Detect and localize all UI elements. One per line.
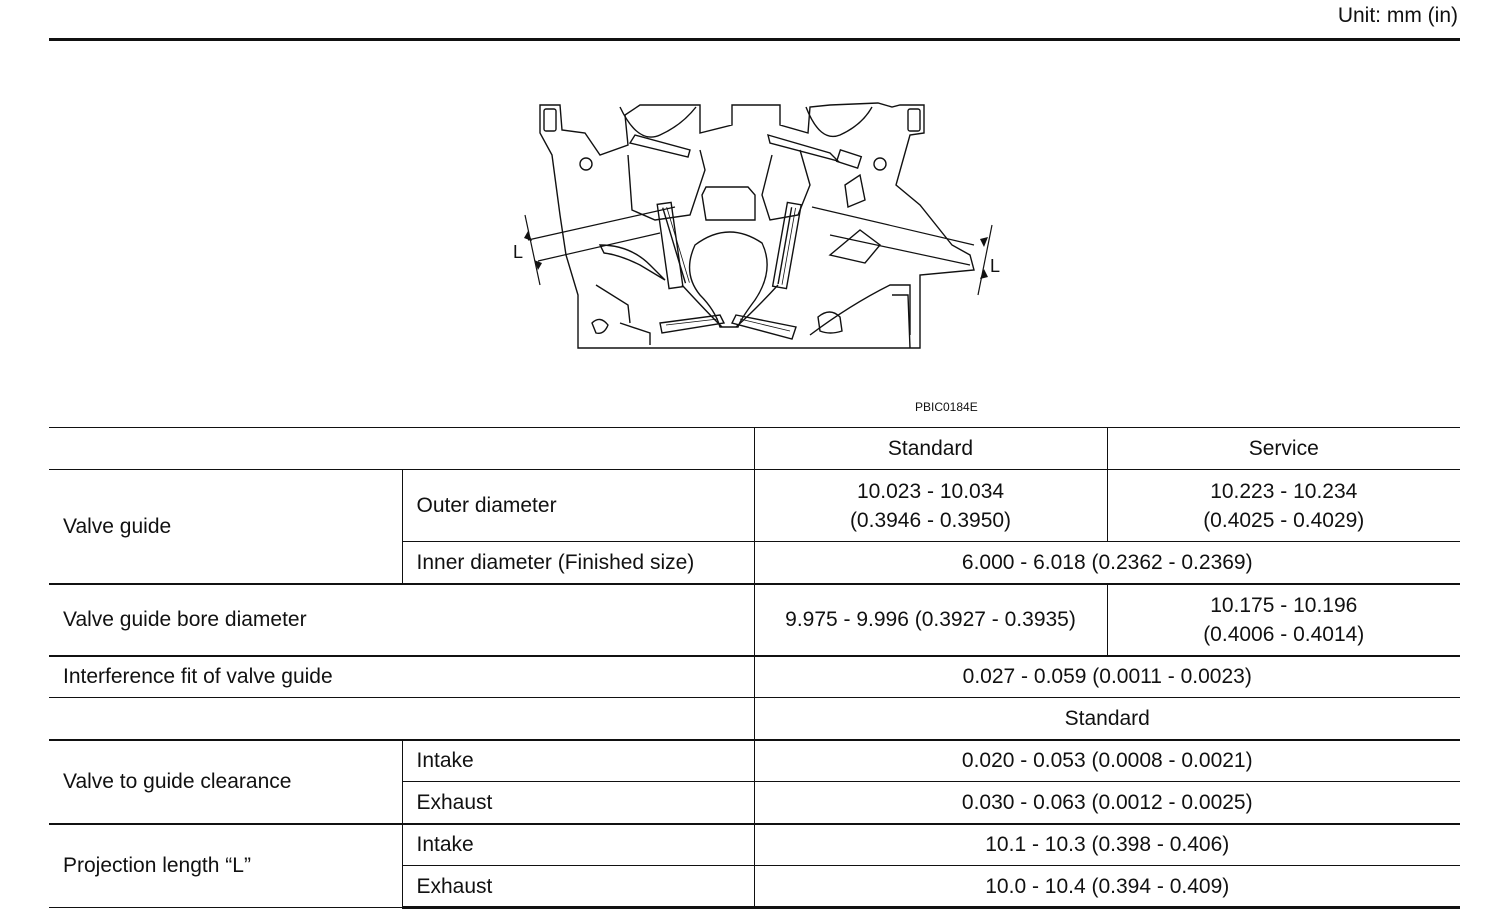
projection-intake-value: 10.1 - 10.3 (0.398 - 0.406) [754, 824, 1460, 866]
top-rule [49, 38, 1460, 41]
table-subheader-row [49, 698, 1460, 740]
projection-label: Projection length “L” [49, 824, 402, 908]
interference-fit-value: 0.027 - 0.059 (0.0011 - 0.0023) [754, 656, 1460, 698]
projection-exhaust-label: Exhaust [402, 866, 754, 908]
cylinder-head-figure [500, 95, 1020, 360]
table-row [49, 740, 1460, 782]
clearance-label: Valve to guide clearance [49, 740, 402, 824]
callout-right-label: L [990, 256, 1001, 276]
clearance-exhaust-value: 0.030 - 0.063 (0.0012 - 0.0025) [754, 782, 1460, 824]
callout-left-label: L [513, 242, 524, 262]
projection-intake-label: Intake [402, 824, 754, 866]
outer-service-mm: 10.223 - 10.234 [1210, 479, 1358, 503]
clearance-intake-label: Intake [402, 740, 754, 782]
unit-label: Unit: mm (in) [1337, 4, 1458, 27]
bore-diameter-standard: 9.975 - 9.996 (0.3927 - 0.3935) [754, 584, 1107, 656]
bore-service-in: (0.4006 - 0.4014) [1203, 622, 1365, 646]
clearance-intake-value: 0.020 - 0.053 (0.0008 - 0.0021) [754, 740, 1460, 782]
bore-diameter-service [1107, 584, 1460, 656]
header-standard: Standard [754, 428, 1107, 470]
outer-diameter-service [1107, 470, 1460, 542]
valve-guide-label: Valve guide [49, 470, 402, 584]
table-header-row [49, 428, 1460, 470]
outer-diameter-label: Outer diameter [402, 470, 754, 542]
bore-diameter-label: Valve guide bore diameter [49, 584, 754, 656]
projection-exhaust-value: 10.0 - 10.4 (0.394 - 0.409) [754, 866, 1460, 908]
clearance-exhaust-label: Exhaust [402, 782, 754, 824]
outer-diameter-standard [754, 470, 1107, 542]
table-row [49, 656, 1460, 698]
figure-code: PBIC0184E [915, 400, 978, 414]
subheader-standard: Standard [754, 698, 1460, 740]
header-blank-cell [49, 428, 754, 470]
header-service: Service [1107, 428, 1460, 470]
outer-service-in: (0.4025 - 0.4029) [1203, 508, 1365, 532]
table-row [49, 824, 1460, 866]
table-row [49, 584, 1460, 656]
subheader-blank-cell [49, 698, 754, 740]
interference-fit-label: Interference fit of valve guide [49, 656, 754, 698]
valve-guide-spec-table [49, 427, 1460, 909]
inner-diameter-label: Inner diameter (Finished size) [402, 542, 754, 584]
table-row [49, 470, 1460, 542]
outer-standard-mm: 10.023 - 10.034 [856, 479, 1005, 503]
bore-service-mm: 10.175 - 10.196 [1210, 593, 1358, 617]
outer-standard-in: (0.3946 - 0.3950) [849, 508, 1012, 532]
inner-diameter-value: 6.000 - 6.018 (0.2362 - 0.2369) [754, 542, 1460, 584]
